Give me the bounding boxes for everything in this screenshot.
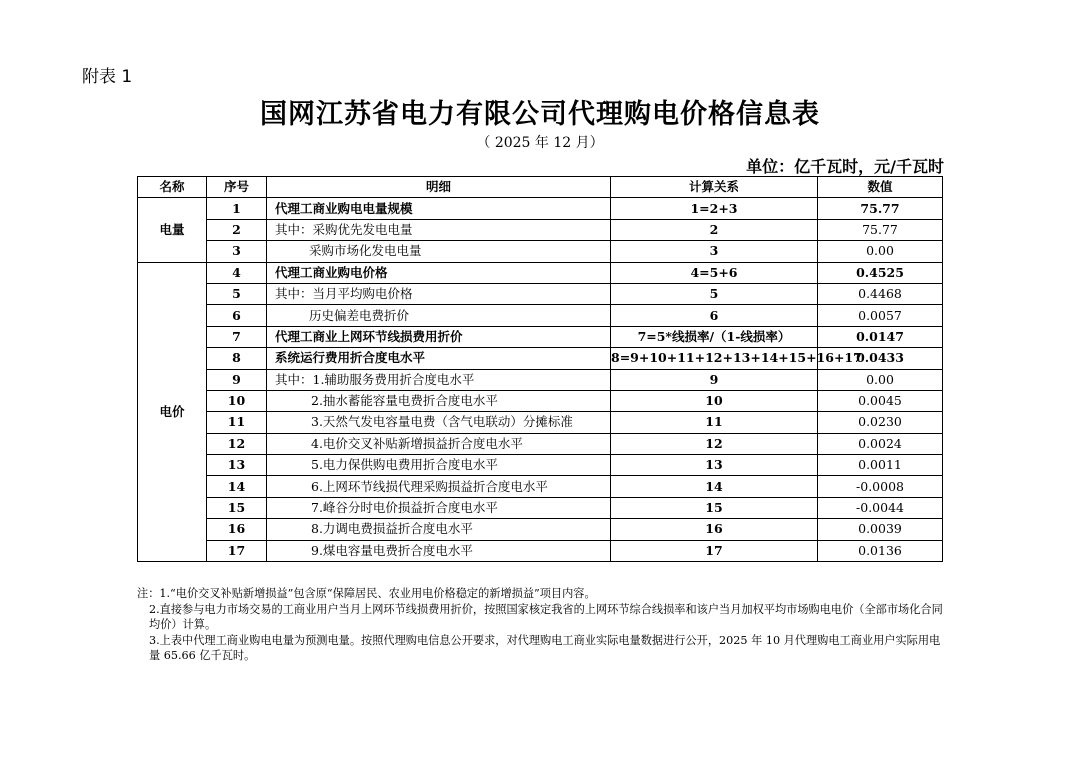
row-calc-cell: 15 <box>611 497 818 518</box>
row-index-cell: 8 <box>207 348 267 369</box>
header-name: 名称 <box>138 177 207 198</box>
row-value-cell: 0.0433 <box>818 348 943 369</box>
row-value-cell: 0.4525 <box>818 262 943 283</box>
table-row <box>138 369 943 390</box>
row-index-cell: 7 <box>207 326 267 347</box>
row-detail-cell: 其中：当月平均购电价格 <box>267 283 611 304</box>
row-calc-cell: 4=5+6 <box>611 262 818 283</box>
row-value-cell: 0.00 <box>818 369 943 390</box>
unit-label: 单位：亿千瓦时，元/千瓦时 <box>746 157 944 176</box>
row-detail-cell: 其中：1.辅助服务费用折合度电水平 <box>267 369 611 390</box>
row-value-cell: 0.0136 <box>818 540 943 561</box>
row-index-cell: 5 <box>207 283 267 304</box>
table-row <box>138 497 943 518</box>
row-value-cell: 0.0011 <box>818 455 943 476</box>
row-value-cell: 0.0039 <box>818 519 943 540</box>
row-index-cell: 10 <box>207 390 267 411</box>
table-row <box>138 476 943 497</box>
table-row <box>138 455 943 476</box>
row-index-cell: 2 <box>207 219 267 240</box>
header-index: 序号 <box>207 177 267 198</box>
row-calc-cell: 13 <box>611 455 818 476</box>
row-detail-cell: 6.上网环节线损代理采购损益折合度电水平 <box>267 476 611 497</box>
row-index-cell: 4 <box>207 262 267 283</box>
row-detail-cell: 代理工商业购电价格 <box>267 262 611 283</box>
row-detail-cell: 采购市场化发电电量 <box>267 241 611 262</box>
row-calc-cell: 14 <box>611 476 818 497</box>
row-index-cell: 3 <box>207 241 267 262</box>
row-detail-cell: 3.天然气发电容量电费（含气电联动）分摊标准 <box>267 412 611 433</box>
row-calc-cell: 16 <box>611 519 818 540</box>
row-calc-cell: 1=2+3 <box>611 198 818 219</box>
header-calc: 计算关系 <box>611 177 818 198</box>
row-index-cell: 11 <box>207 412 267 433</box>
table-row <box>138 326 943 347</box>
attachment-label: 附表 1 <box>82 67 133 87</box>
table-row <box>138 262 943 283</box>
group-name-cell: 电量 <box>138 198 207 262</box>
page-title: 国网江苏省电力有限公司代理购电价格信息表 <box>260 99 820 130</box>
row-detail-cell: 代理工商业上网环节线损费用折价 <box>267 326 611 347</box>
row-calc-cell: 17 <box>611 540 818 561</box>
row-value-cell: 0.4468 <box>818 283 943 304</box>
row-value-cell: -0.0008 <box>818 476 943 497</box>
table-body <box>138 198 943 562</box>
table-row <box>138 348 943 369</box>
row-value-cell: 0.0057 <box>818 305 943 326</box>
row-value-cell: 0.0230 <box>818 412 943 433</box>
row-detail-cell: 9.煤电容量电费折合度电水平 <box>267 540 611 561</box>
table-row <box>138 412 943 433</box>
row-calc-cell: 9 <box>611 369 818 390</box>
row-calc-cell: 12 <box>611 433 818 454</box>
row-detail-cell: 4.电价交叉补贴新增损益折合度电水平 <box>267 433 611 454</box>
table-row <box>138 519 943 540</box>
table-header-row <box>138 177 943 198</box>
row-value-cell: 75.77 <box>818 198 943 219</box>
row-detail-cell: 系统运行费用折合度电水平 <box>267 348 611 369</box>
row-detail-cell: 2.抽水蓄能容量电费折合度电水平 <box>267 390 611 411</box>
table-row <box>138 390 943 411</box>
row-calc-cell: 10 <box>611 390 818 411</box>
row-index-cell: 17 <box>207 540 267 561</box>
price-info-table <box>137 176 943 562</box>
row-calc-cell: 7=5*线损率/（1-线损率） <box>611 326 818 347</box>
row-detail-cell: 8.力调电费损益折合度电水平 <box>267 519 611 540</box>
table-row <box>138 433 943 454</box>
row-value-cell: 75.77 <box>818 219 943 240</box>
page-subtitle: （ 2025 年 12 月） <box>476 135 604 151</box>
row-value-cell: 0.00 <box>818 241 943 262</box>
row-value-cell: 0.0024 <box>818 433 943 454</box>
row-calc-cell: 8=9+10+11+12+13+14+15+16+17 <box>611 348 818 369</box>
note-2: 2.直接参与电力市场交易的工商业用户当月上网环节线损费用折价，按照国家核定我省的上网环节综合线损率和该户当月加权平均市场购电电价（全部市场化合同均价）计算。 <box>149 602 943 631</box>
table-row <box>138 241 943 262</box>
table-row <box>138 198 943 219</box>
row-detail-cell: 7.峰谷分时电价损益折合度电水平 <box>267 497 611 518</box>
row-calc-cell: 5 <box>611 283 818 304</box>
notes <box>137 586 947 664</box>
row-value-cell: -0.0044 <box>818 497 943 518</box>
header-detail: 明细 <box>267 177 611 198</box>
row-calc-cell: 6 <box>611 305 818 326</box>
row-value-cell: 0.0147 <box>818 326 943 347</box>
table-row <box>138 219 943 240</box>
row-index-cell: 1 <box>207 198 267 219</box>
row-index-cell: 15 <box>207 497 267 518</box>
table-row <box>138 540 943 561</box>
row-detail-cell: 5.电力保供购电费用折合度电水平 <box>267 455 611 476</box>
row-index-cell: 9 <box>207 369 267 390</box>
table-row <box>138 305 943 326</box>
note-1: 注：1.“电价交叉补贴新增损益”包含原“保障居民、农业用电价格稳定的新增损益”项目内容。 <box>137 587 596 600</box>
header-value: 数值 <box>818 177 943 198</box>
row-calc-cell: 11 <box>611 412 818 433</box>
table-row <box>138 283 943 304</box>
group-name-cell: 电价 <box>138 262 207 561</box>
row-index-cell: 12 <box>207 433 267 454</box>
row-index-cell: 14 <box>207 476 267 497</box>
row-calc-cell: 2 <box>611 219 818 240</box>
row-index-cell: 16 <box>207 519 267 540</box>
row-index-cell: 13 <box>207 455 267 476</box>
row-detail-cell: 其中：采购优先发电电量 <box>267 219 611 240</box>
note-3: 3.上表中代理工商业购电电量为预测电量。按照代理购电信息公开要求，对代理购电工商业实际电量数据进行公开，2025 年 10 月代理购电工商业用户实际用电量 65.66 亿千瓦时。 <box>149 633 941 662</box>
row-value-cell: 0.0045 <box>818 390 943 411</box>
row-index-cell: 6 <box>207 305 267 326</box>
row-calc-cell: 3 <box>611 241 818 262</box>
row-detail-cell: 历史偏差电费折价 <box>267 305 611 326</box>
row-detail-cell: 代理工商业购电电量规模 <box>267 198 611 219</box>
